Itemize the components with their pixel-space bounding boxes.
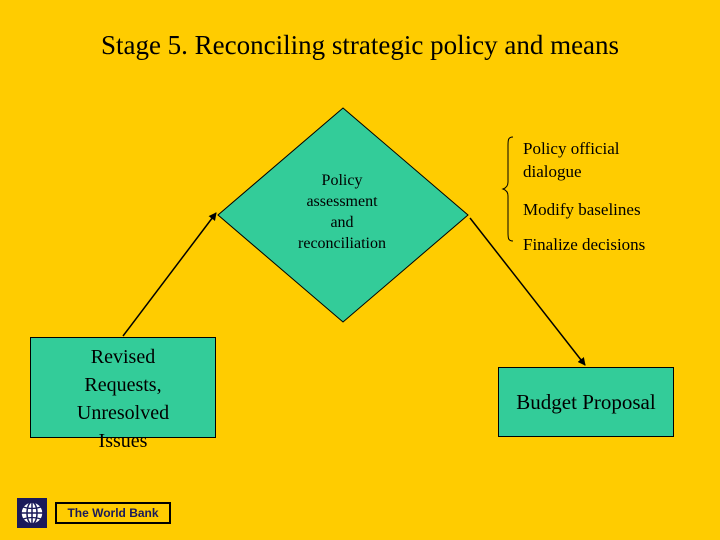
bullet-item: Finalize decisions — [523, 235, 646, 254]
diamond-label — [272, 170, 412, 254]
world-bank-logo — [16, 497, 48, 534]
revised-box-line: Issues — [98, 429, 148, 452]
world-bank-label: The World Bank — [55, 502, 171, 524]
revised-box-line: Revised — [90, 345, 156, 368]
bullet-item: dialogue — [523, 162, 582, 181]
budget-proposal-label: Budget Proposal — [516, 389, 656, 414]
globe-icon — [16, 497, 48, 529]
diamond-label-line: assessment — [306, 193, 378, 210]
slide-title: Stage 5. Reconciling strategic policy and means — [100, 30, 620, 60]
bullet-brace — [503, 137, 513, 241]
diamond-label-line: reconciliation — [298, 235, 386, 252]
budget-proposal-box — [498, 367, 674, 437]
revised-box-line: Unresolved — [76, 401, 170, 424]
bullet-item: Policy official — [523, 139, 620, 158]
diamond-label-line: and — [330, 214, 354, 231]
revised-requests-box — [30, 337, 216, 452]
diamond-label-line: Policy — [321, 172, 363, 189]
arrow-to-diamond — [123, 213, 216, 336]
bullet-item: Modify baselines — [523, 200, 641, 219]
revised-box-line: Requests, — [84, 373, 162, 396]
